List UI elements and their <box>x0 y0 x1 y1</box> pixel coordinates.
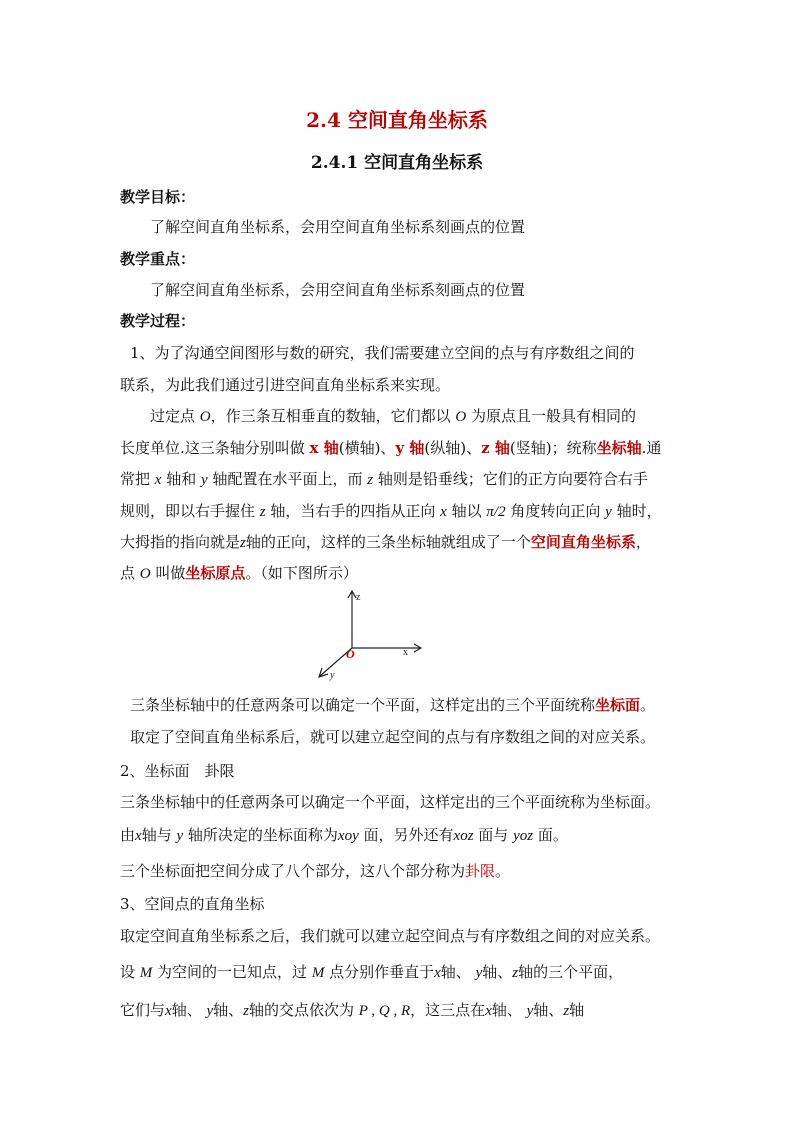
math-var: y <box>526 1003 534 1019</box>
keypoints-heading: 教学重点： <box>120 250 196 268</box>
text-segment: 轴，当右手的四指从正向 <box>265 502 441 520</box>
math-var: xoz <box>453 828 474 844</box>
math-var: x <box>440 504 447 520</box>
section-subtitle: 2.4.1 空间直角坐标系 <box>310 153 484 173</box>
section2-line3 <box>120 860 510 881</box>
text-segment: 轴、 <box>482 963 513 981</box>
math-var: O <box>455 409 467 425</box>
term-octant: 卦限 <box>465 862 496 880</box>
section3-line2 <box>120 961 623 982</box>
text-segment: 。 <box>495 862 511 880</box>
text-segment: 它们与 <box>120 1001 166 1019</box>
math-var: P , Q , R <box>358 1003 411 1019</box>
coordinate-axes-figure <box>310 586 430 682</box>
text-segment: 面。 <box>533 826 568 844</box>
process-para2-line2 <box>120 437 661 458</box>
process-para2-line1 <box>150 405 636 426</box>
text-segment: (竖轴)；统称 <box>509 439 597 457</box>
math-var: z <box>512 965 519 981</box>
text-segment: 由 <box>120 826 136 844</box>
math-var: z <box>240 535 246 551</box>
text-segment: (纵轴)、 <box>424 439 482 457</box>
process-para2-line4 <box>120 500 662 521</box>
section2-line2 <box>120 824 568 845</box>
section2-heading: 2、坐标面 卦限 <box>120 762 235 780</box>
text-segment: 规则，即以右手握住 <box>120 502 260 520</box>
math-var: x <box>485 1003 492 1019</box>
process-para2-line6 <box>120 562 358 583</box>
text-segment: 长度单位.这三条轴分别叫做 <box>120 439 310 457</box>
text-segment: 大拇指的指向就是 <box>120 533 241 551</box>
text-segment: 轴、 <box>491 1001 527 1019</box>
text-segment: 轴以 <box>446 502 487 520</box>
process-para3 <box>130 694 655 715</box>
process-para1-line2: 联系，为此我们通过引进空间直角坐标系来实现。 <box>120 376 451 394</box>
math-var: y <box>475 965 483 981</box>
origin-label: O <box>346 647 355 661</box>
text-segment: 设 <box>120 963 140 981</box>
text-segment: 轴配置在水平面上，而 <box>207 470 368 488</box>
text-segment: 为原点且一般具有相同的 <box>466 407 637 425</box>
text-segment: .通 <box>641 439 662 457</box>
x-axis-label: x <box>403 647 408 658</box>
text-segment: 轴、 <box>213 1001 244 1019</box>
text-segment: 为空间的一已知点，过 <box>152 963 312 981</box>
math-var: y <box>206 1003 214 1019</box>
term-origin: 坐标原点 <box>185 564 246 582</box>
process-para4: 取定了空间直角坐标系后，就可以建立起空间的点与有序数组之间的对应关系。 <box>130 728 656 746</box>
text-segment: 三个坐标面把空间分成了八个部分，这八个部分称为 <box>120 862 466 880</box>
text-segment: 点 <box>120 564 140 582</box>
math-var: yoz <box>513 828 534 844</box>
term-z-axis: z 轴 <box>481 439 510 457</box>
text-segment: ， <box>635 533 651 551</box>
process-heading: 教学过程： <box>120 312 196 330</box>
section2-line1: 三条坐标轴中的任意两条可以确定一个平面，这样定出的三个平面统称为坐标面。 <box>120 793 661 811</box>
term-coordinate-axes: 坐标轴 <box>596 439 642 457</box>
math-var: z <box>243 1003 249 1019</box>
math-var: z <box>367 472 374 488</box>
text-segment: 轴的交点依次为 <box>249 1001 359 1019</box>
text-segment: 面，另外还有 <box>358 826 454 844</box>
math-var: y <box>176 828 184 844</box>
math-var: x <box>165 1003 172 1019</box>
text-segment: 。（如下图所示） <box>245 564 358 582</box>
z-axis-label: z <box>356 592 361 603</box>
text-segment: 轴、 <box>533 1001 564 1019</box>
text-segment: (横轴)、 <box>338 439 396 457</box>
math-var: y <box>201 472 208 488</box>
term-x-axis: x 轴 <box>309 439 339 457</box>
keypoints-text: 了解空间直角坐标系，会用空间直角坐标系刻画点的位置 <box>150 281 526 299</box>
text-segment: 轴与 <box>141 826 177 844</box>
text-segment: 轴、 <box>440 963 476 981</box>
term-coordinate-plane: 坐标面 <box>595 696 641 714</box>
process-para2-line3 <box>120 468 648 489</box>
math-var: π/2 <box>486 504 506 520</box>
math-var: y <box>605 504 612 520</box>
objectives-text: 了解空间直角坐标系，会用空间直角坐标系刻画点的位置 <box>150 218 526 236</box>
math-var: M <box>311 965 325 981</box>
text-segment: 轴则是铅垂线；它们的正方向要符合右手 <box>373 470 648 488</box>
text-segment: 轴所决定的坐标面称为 <box>183 826 338 844</box>
math-var: z <box>259 504 266 520</box>
text-segment: 轴的三个平面， <box>518 963 624 981</box>
math-var: z <box>563 1003 570 1019</box>
text-segment: 。 <box>640 696 656 714</box>
section3-line1: 取定空间直角坐标系之后，我们就可以建立起空间点与有序数组之间的对应关系。 <box>120 927 661 945</box>
section3-heading: 3、空间点的直角坐标 <box>120 895 265 913</box>
text-segment: 轴、 <box>171 1001 207 1019</box>
text-segment: 轴 <box>569 1001 585 1019</box>
text-segment: 角度转向正向 <box>505 502 606 520</box>
math-var: x <box>154 472 162 488</box>
text-segment: ，这三点在 <box>410 1001 486 1019</box>
section3-line3 <box>120 999 584 1020</box>
math-var: O <box>139 566 151 582</box>
term-y-axis: y 轴 <box>395 439 425 457</box>
text-segment: 三条坐标轴中的任意两条可以确定一个平面，这样定出的三个平面统称 <box>130 696 596 714</box>
text-segment: 常把 <box>120 470 155 488</box>
math-var: x <box>434 965 441 981</box>
text-segment: 轴的正向，这样的三条坐标轴就组成了一个 <box>245 533 531 551</box>
objectives-heading: 教学目标： <box>120 188 196 206</box>
process-para1-line1: 1、为了沟通空间图形与数的研究，我们需要建立空间的点与有序数组之间的 <box>130 344 635 362</box>
text-segment: 过定点 <box>150 407 200 425</box>
process-para2-line5 <box>120 531 651 552</box>
text-segment: 面与 <box>473 826 514 844</box>
math-var: xoy <box>337 828 359 844</box>
page-title: 2.4 空间直角坐标系 <box>306 108 488 132</box>
text-segment: ，作三条互相垂直的数轴，它们都以 <box>210 407 456 425</box>
text-segment: 叫做 <box>150 564 186 582</box>
term-coordinate-system: 空间直角坐标系 <box>530 533 636 551</box>
y-axis-label: y <box>330 670 335 681</box>
text-segment: 轴时， <box>611 502 662 520</box>
math-var: x <box>135 828 142 844</box>
text-segment: 点分别作垂直于 <box>324 963 435 981</box>
math-var: O <box>199 409 211 425</box>
math-var: M <box>139 965 153 981</box>
text-segment: 轴和 <box>161 470 201 488</box>
